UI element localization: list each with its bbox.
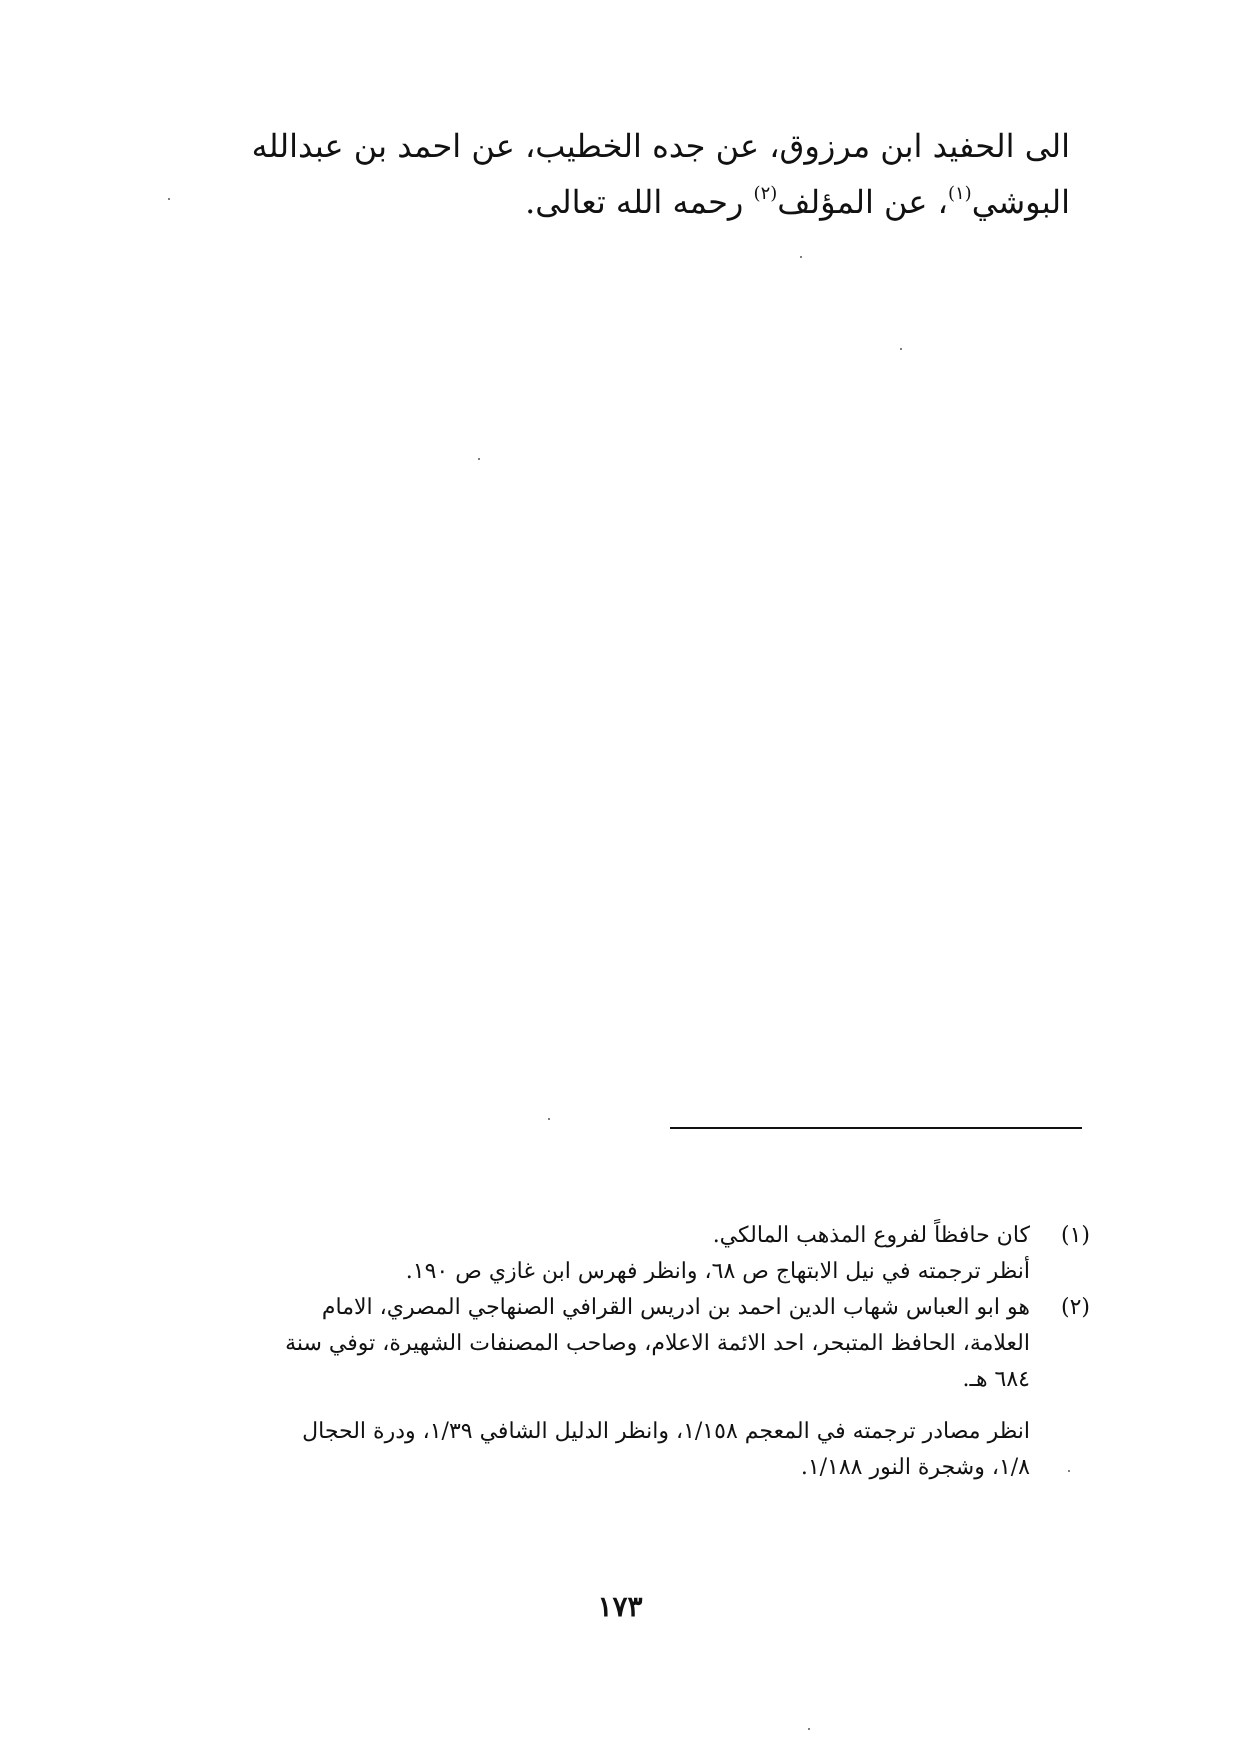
footnote-gap <box>152 1398 1030 1414</box>
scan-speck <box>1068 1470 1070 1472</box>
footnote-ref-2: (٢) <box>753 183 778 204</box>
scan-speck <box>808 1728 810 1730</box>
footnote-2-sources-line-1: انظر مصادر ترجمته في المعجم ١/١٥٨، وانظر الدليل الشافي ١/٣٩، ودرة الحجال <box>302 1419 1030 1444</box>
footnote-2 <box>152 1290 1090 1486</box>
footnote-2-number: (٢) <box>1060 1295 1090 1320</box>
footnote-1 <box>152 1218 1090 1290</box>
scan-speck <box>168 198 170 200</box>
main-text <box>160 118 1070 230</box>
footnote-1-line-2: أنظر ترجمته في نيل الابتهاج ص ٦٨، وانظر فهرس ابن غازي ص ١٩٠. <box>405 1259 1030 1284</box>
main-line-1: الى الحفيد ابن مرزوق، عن جده الخطيب، عن احمد بن عبدالله <box>251 127 1070 165</box>
scan-speck <box>548 1118 550 1120</box>
footnote-2-line-1: هو ابو العباس شهاب الدين احمد بن ادريس القرافي الصنهاجي المصري، الامام <box>321 1295 1030 1320</box>
main-line-2 <box>160 174 1070 230</box>
main-line-2-middle: ، عن المؤلف <box>777 183 948 221</box>
scan-speck <box>478 458 480 460</box>
footnote-1-number: (١) <box>1060 1223 1090 1248</box>
footnote-separator <box>670 1127 1082 1129</box>
page-number: ١٧٣ <box>597 1590 643 1623</box>
footnote-ref-1: (١) <box>947 183 972 204</box>
footnote-2-line-3: ٦٨٤ هـ. <box>962 1367 1030 1392</box>
scan-speck <box>800 256 802 258</box>
footnote-2-line-2: العلامة، الحافظ المتبحر، احد الائمة الاعلام، وصاحب المصنفات الشهيرة، توفي سنة <box>285 1331 1030 1356</box>
footnote-1-line-1: كان حافظاً لفروع المذهب المالكي. <box>712 1223 1030 1248</box>
footnote-2-sources-line-2: ١/٨، وشجرة النور ١/١٨٨. <box>800 1455 1030 1480</box>
scan-speck <box>900 348 902 350</box>
main-line-2-end: رحمه الله تعالى. <box>525 183 754 221</box>
footnotes <box>152 1218 1090 1486</box>
main-line-2-start: البوشي <box>971 183 1070 221</box>
